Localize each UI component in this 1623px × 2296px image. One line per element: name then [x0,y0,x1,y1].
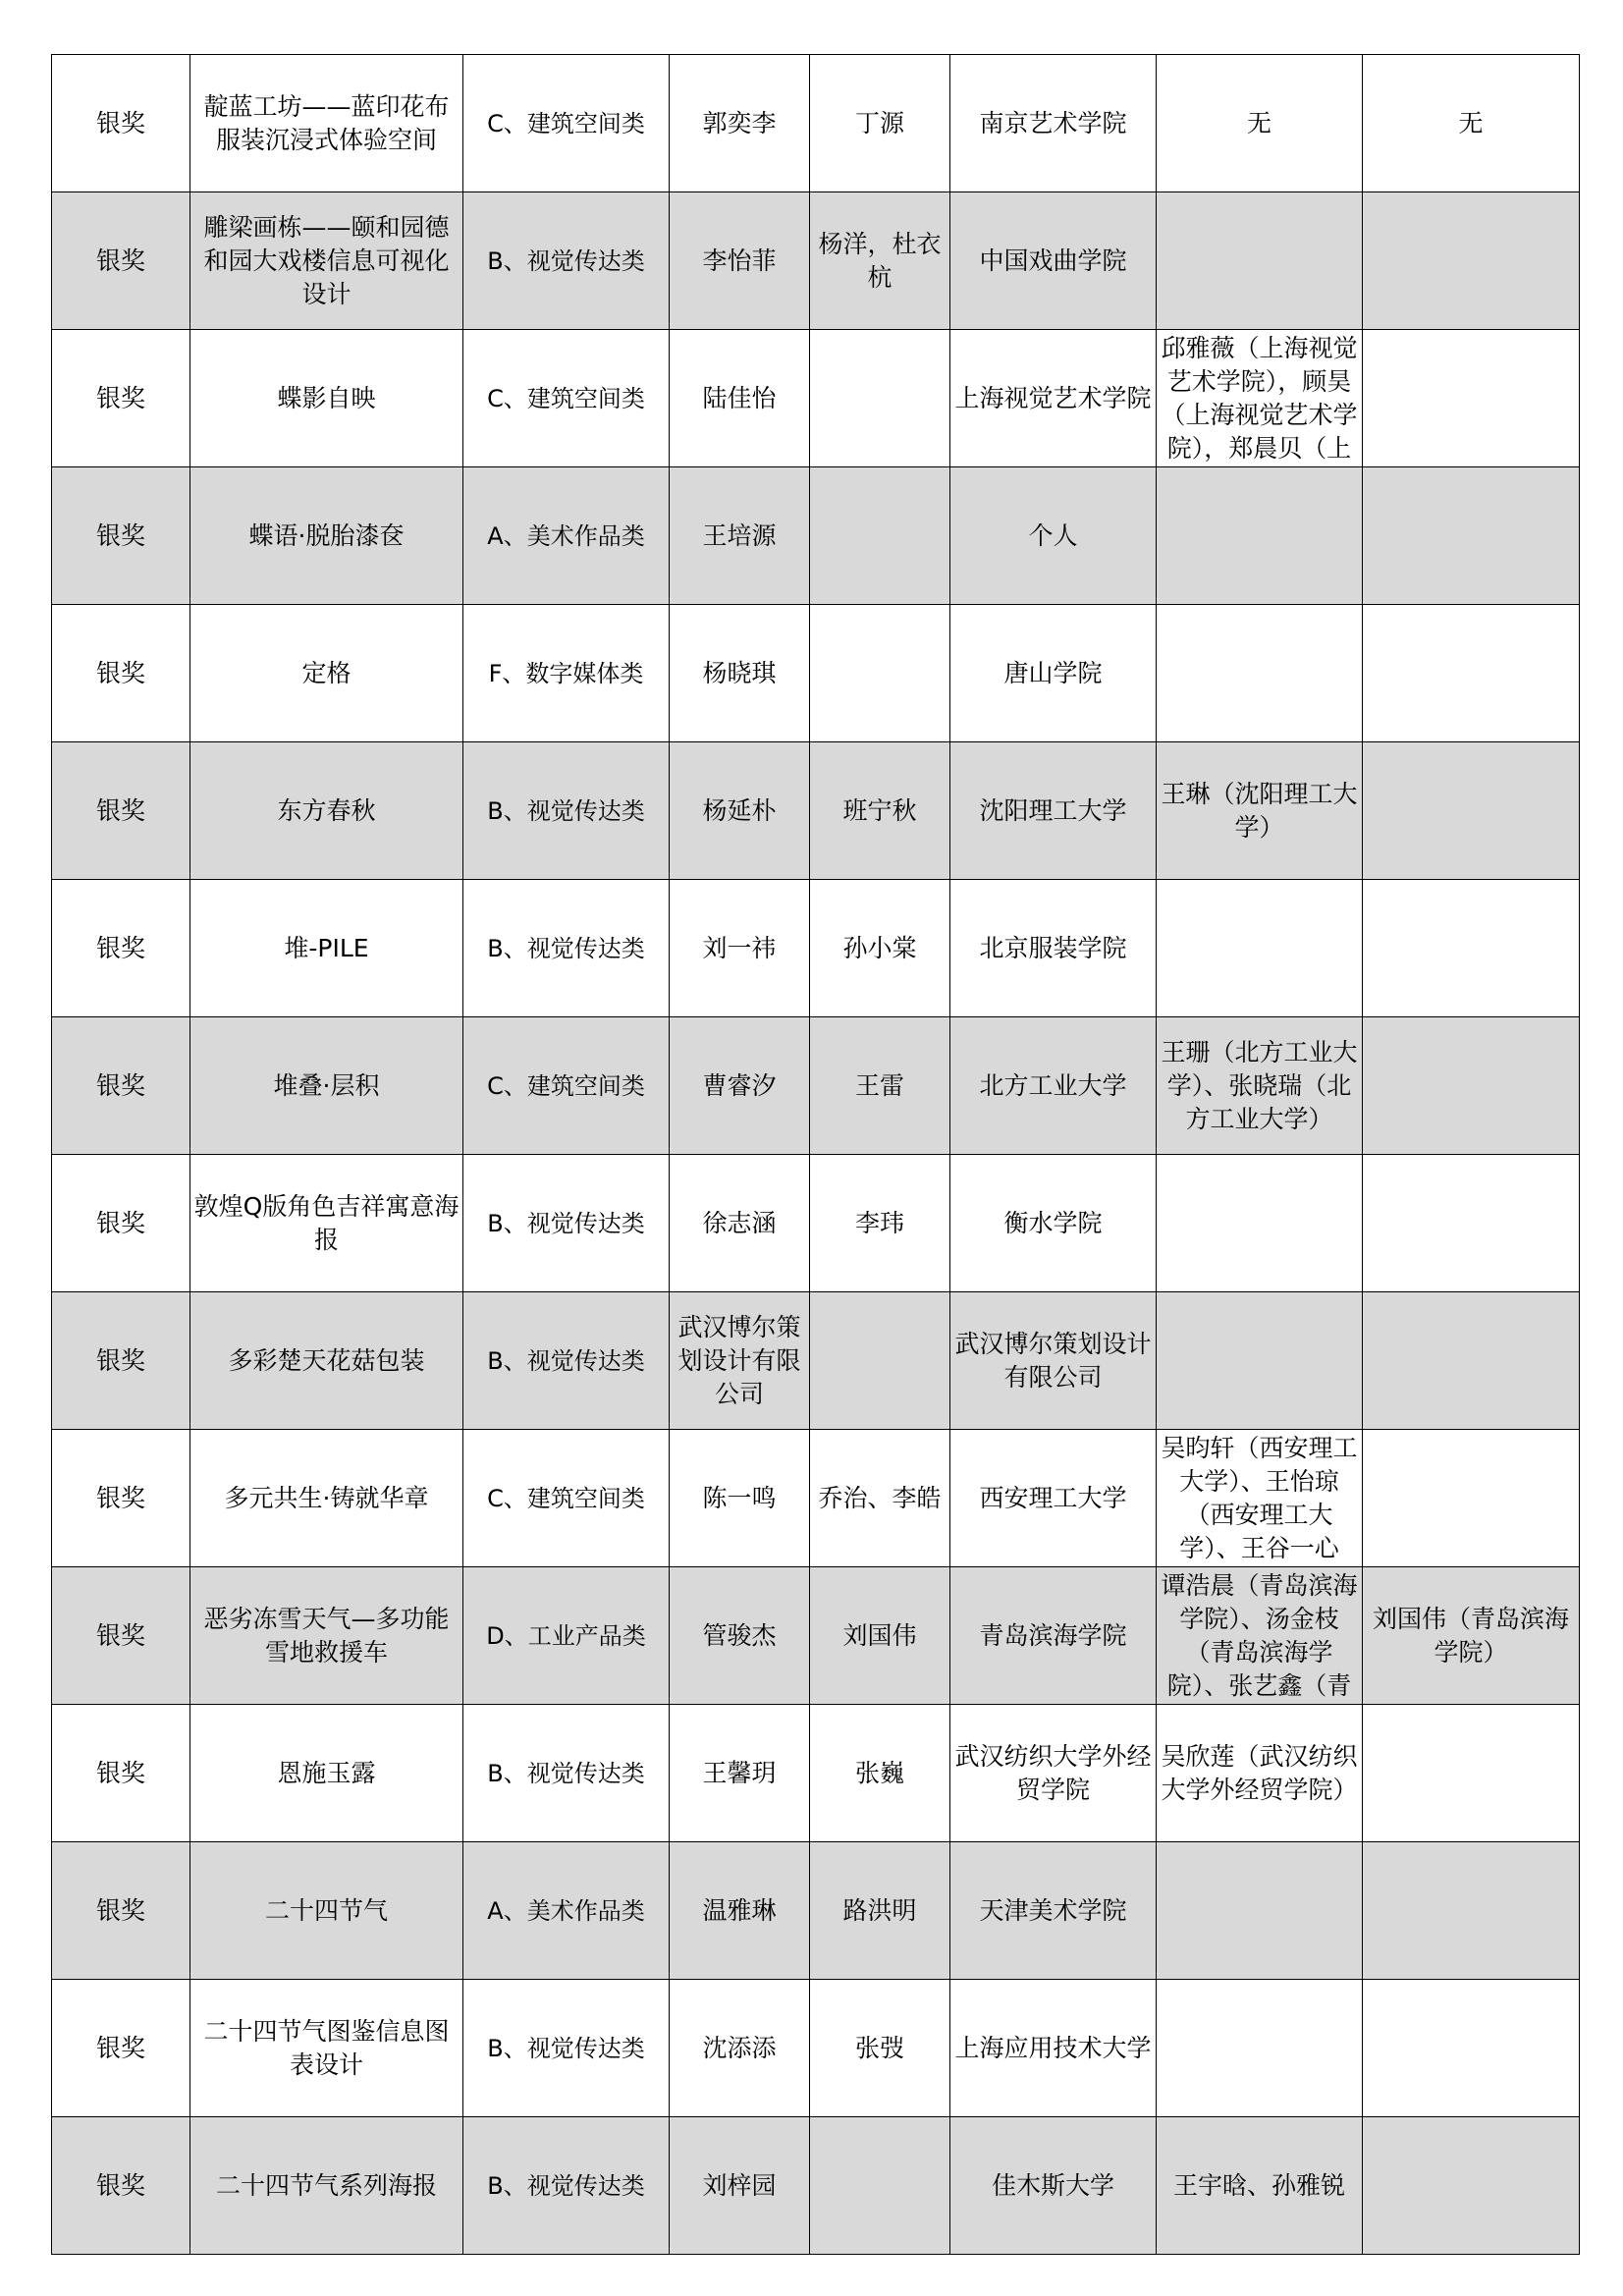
category-cell [463,880,670,1017]
category-cell [463,1430,670,1567]
author-cell [670,467,810,605]
extra-cell [1363,2117,1580,2255]
category-cell [463,605,670,742]
category-cell [463,1567,670,1705]
work-title-cell [190,192,463,330]
table-row [52,192,1580,330]
extra-text: 无 [1458,108,1484,137]
advisor-text: 吴昀轩（西安理工大学）、王怡琼（西安理工大学）、王谷一心 [1161,1433,1358,1562]
extra-cell [1363,192,1580,330]
work-title-cell [190,2117,463,2255]
award-level-text: 银奖 [95,2033,145,2062]
coauthors-text: 杨洋，杜衣杭 [818,229,942,292]
work-title-cell [190,1155,463,1292]
institution-text: 唐山学院 [1003,658,1103,687]
coauthors-text: 孙小棠 [842,933,917,962]
author-text: 武汉博尔策划设计有限公司 [677,1312,801,1408]
advisor-cell [1157,1705,1363,1842]
category-text: B、视觉传达类 [487,246,645,275]
award-level-cell [52,2117,190,2255]
work-title-text: 多彩楚天花菇包装 [228,1345,425,1375]
award-level-text: 银奖 [95,1895,145,1925]
author-text: 曹睿汐 [702,1070,777,1100]
award-level-text: 银奖 [95,1620,145,1650]
category-cell [463,742,670,880]
award-level-cell [52,742,190,880]
institution-cell [950,1705,1157,1842]
work-title-cell [190,1292,463,1430]
award-level-cell [52,1567,190,1705]
extra-cell [1363,605,1580,742]
work-title-text: 东方春秋 [277,795,376,825]
institution-cell [950,1567,1157,1705]
institution-text: 中国戏曲学院 [979,246,1127,275]
coauthors-cell [810,330,950,467]
advisor-text: 邱雅薇（上海视觉艺术学院），顾昊（上海视觉艺术学院），郑晨贝（上 [1161,333,1358,463]
advisor-cell [1157,1842,1363,1980]
award-level-cell [52,605,190,742]
institution-cell [950,192,1157,330]
institution-cell [950,605,1157,742]
award-level-cell [52,1980,190,2117]
category-text: A、美术作品类 [487,521,645,550]
work-title-text: 蝶语·脱胎漆奁 [248,520,405,550]
institution-text: 武汉博尔策划设计有限公司 [954,1329,1152,1392]
coauthors-cell [810,742,950,880]
extra-cell [1363,1842,1580,1980]
extra-cell [1363,1017,1580,1155]
coauthors-text: 班宁秋 [842,795,917,825]
work-title-text: 靛蓝工坊——蓝印花布服装沉浸式体验空间 [203,91,450,154]
table-row [52,1017,1580,1155]
table-row [52,55,1580,192]
category-cell [463,1017,670,1155]
advisor-text: 王琳（沈阳理工大学） [1161,779,1358,842]
coauthors-cell [810,605,950,742]
award-level-cell [52,1017,190,1155]
advisor-text: 王宇晗、孙雅锐 [1172,2170,1345,2200]
advisor-cell [1157,1155,1363,1292]
table-row [52,1430,1580,1567]
advisor-text: 王珊（北方工业大学）、张晓瑞（北方工业大学） [1161,1037,1358,1133]
category-text: B、视觉传达类 [487,1209,645,1237]
coauthors-text: 丁源 [854,108,904,137]
category-text: A、美术作品类 [487,1896,645,1925]
award-level-text: 银奖 [95,383,145,412]
author-cell [670,1842,810,1980]
advisor-cell [1157,1567,1363,1705]
table-row [52,330,1580,467]
work-title-cell [190,55,463,192]
author-cell [670,330,810,467]
advisor-cell [1157,330,1363,467]
award-level-cell [52,55,190,192]
category-text: F、数字媒体类 [488,659,644,687]
category-text: C、建筑空间类 [487,109,645,137]
author-text: 王馨玥 [702,1758,777,1787]
award-table [51,54,1580,2255]
award-level-cell [52,880,190,1017]
work-title-text: 二十四节气系列海报 [215,2170,437,2200]
coauthors-cell [810,55,950,192]
coauthors-text: 张巍 [854,1758,904,1787]
work-title-cell [190,330,463,467]
table-row [52,467,1580,605]
author-text: 陆佳怡 [702,383,777,412]
coauthors-text: 刘国伟 [842,1620,917,1650]
award-level-cell [52,467,190,605]
work-title-cell [190,605,463,742]
author-cell [670,742,810,880]
institution-cell [950,55,1157,192]
author-text: 沈添添 [702,2033,777,2062]
extra-cell [1363,1980,1580,2117]
table-row [52,1567,1580,1705]
author-text: 李怡菲 [702,246,777,275]
advisor-text: 谭浩晨（青岛滨海学院）、汤金枝（青岛滨海学院）、张艺鑫（青 [1161,1570,1358,1700]
coauthors-cell [810,880,950,1017]
advisor-cell [1157,467,1363,605]
coauthors-cell [810,467,950,605]
institution-text: 北方工业大学 [979,1070,1127,1100]
institution-text: 沈阳理工大学 [979,795,1127,825]
extra-cell [1363,1705,1580,1842]
coauthors-text: 路洪明 [842,1895,917,1925]
table-row [52,1980,1580,2117]
award-level-text: 银奖 [95,1758,145,1787]
award-level-text: 银奖 [95,933,145,962]
coauthors-cell [810,1842,950,1980]
author-text: 刘梓园 [702,2170,777,2200]
table-row [52,742,1580,880]
institution-text: 西安理工大学 [979,1483,1127,1512]
institution-text: 北京服装学院 [979,933,1127,962]
category-text: C、建筑空间类 [487,1071,645,1100]
work-title-text: 二十四节气 [264,1895,388,1925]
award-level-cell [52,1842,190,1980]
advisor-cell [1157,1292,1363,1430]
work-title-cell [190,742,463,880]
award-level-text: 银奖 [95,108,145,137]
institution-cell [950,1155,1157,1292]
institution-text: 衡水学院 [1003,1208,1103,1237]
coauthors-text: 王雷 [854,1070,904,1100]
work-title-cell [190,467,463,605]
advisor-cell [1157,1430,1363,1567]
author-text: 杨延朴 [702,795,777,825]
institution-cell [950,1842,1157,1980]
author-cell [670,1017,810,1155]
institution-cell [950,1017,1157,1155]
author-text: 管骏杰 [702,1620,777,1650]
advisor-cell [1157,192,1363,330]
author-cell [670,1980,810,2117]
table-row [52,880,1580,1017]
extra-cell [1363,742,1580,880]
author-cell [670,605,810,742]
coauthors-cell [810,1705,950,1842]
author-text: 徐志涵 [702,1208,777,1237]
award-level-cell [52,1155,190,1292]
award-level-cell [52,192,190,330]
advisor-cell [1157,742,1363,880]
author-text: 郭奕李 [702,108,777,137]
extra-cell [1363,330,1580,467]
work-title-text: 定格 [301,658,352,687]
coauthors-text: 李玮 [854,1208,904,1237]
category-cell [463,1705,670,1842]
award-level-cell [52,1705,190,1842]
category-cell [463,2117,670,2255]
category-cell [463,1842,670,1980]
table-row [52,1155,1580,1292]
author-text: 王培源 [702,520,777,550]
category-text: B、视觉传达类 [487,1759,645,1787]
category-text: C、建筑空间类 [487,384,645,412]
author-cell [670,1155,810,1292]
advisor-text: 无 [1246,108,1271,137]
institution-cell [950,1292,1157,1430]
author-text: 温雅琳 [702,1895,777,1925]
table-row [52,1842,1580,1980]
advisor-cell [1157,2117,1363,2255]
work-title-text: 蝶影自映 [277,383,376,412]
category-text: B、视觉传达类 [487,796,645,825]
category-cell [463,467,670,605]
author-text: 刘一祎 [702,933,777,962]
work-title-text: 恩施玉露 [277,1758,376,1787]
work-title-text: 恶劣冻雪天气—多功能雪地救援车 [203,1604,450,1667]
award-level-text: 银奖 [95,1208,145,1237]
category-cell [463,1155,670,1292]
award-level-text: 银奖 [95,658,145,687]
coauthors-text: 乔治、李皓 [818,1483,942,1512]
extra-cell [1363,880,1580,1017]
coauthors-text: 张弢 [854,2033,904,2062]
extra-text: 刘国伟（青岛滨海学院） [1372,1604,1569,1667]
author-cell [670,2117,810,2255]
category-text: B、视觉传达类 [487,2171,645,2200]
extra-cell [1363,1430,1580,1567]
author-cell [670,1567,810,1705]
category-cell [463,192,670,330]
author-cell [670,880,810,1017]
award-level-text: 银奖 [95,520,145,550]
author-cell [670,192,810,330]
award-level-text: 银奖 [95,1070,145,1100]
work-title-cell [190,1842,463,1980]
extra-cell [1363,1292,1580,1430]
work-title-text: 多元共生·铸就华章 [224,1483,429,1512]
category-cell [463,55,670,192]
award-level-text: 银奖 [95,795,145,825]
award-level-text: 银奖 [95,1483,145,1512]
award-level-cell [52,330,190,467]
institution-cell [950,1980,1157,2117]
table-row [52,605,1580,742]
author-text: 杨晓琪 [702,658,777,687]
award-level-cell [52,1430,190,1567]
work-title-cell [190,1705,463,1842]
author-text: 陈一鸣 [702,1483,777,1512]
category-text: C、建筑空间类 [487,1484,645,1512]
coauthors-cell [810,1017,950,1155]
extra-cell [1363,1155,1580,1292]
coauthors-cell [810,2117,950,2255]
institution-text: 南京艺术学院 [979,108,1127,137]
institution-cell [950,2117,1157,2255]
category-cell [463,1980,670,2117]
extra-cell [1363,467,1580,605]
award-level-text: 银奖 [95,1345,145,1375]
advisor-text: 吴欣莲（武汉纺织大学外经贸学院） [1161,1741,1358,1804]
institution-text: 青岛滨海学院 [979,1620,1127,1650]
institution-cell [950,467,1157,605]
award-level-text: 银奖 [95,246,145,275]
work-title-cell [190,1567,463,1705]
work-title-cell [190,1430,463,1567]
institution-text: 天津美术学院 [979,1895,1127,1925]
work-title-text: 敦煌Q版角色吉祥寓意海报 [193,1191,460,1254]
table-row [52,2117,1580,2255]
category-text: B、视觉传达类 [487,934,645,962]
institution-text: 上海视觉艺术学院 [954,383,1152,412]
institution-cell [950,330,1157,467]
coauthors-cell [810,1430,950,1567]
category-cell [463,1292,670,1430]
table-row [52,1705,1580,1842]
work-title-text: 堆叠·层积 [273,1070,380,1100]
work-title-text: 二十四节气图鉴信息图表设计 [203,2016,450,2079]
coauthors-cell [810,1292,950,1430]
advisor-cell [1157,55,1363,192]
institution-text: 佳木斯大学 [991,2170,1114,2200]
advisor-cell [1157,880,1363,1017]
award-level-cell [52,1292,190,1430]
coauthors-cell [810,1567,950,1705]
advisor-cell [1157,605,1363,742]
coauthors-cell [810,192,950,330]
award-level-text: 银奖 [95,2170,145,2200]
institution-cell [950,880,1157,1017]
category-cell [463,330,670,467]
category-text: D、工业产品类 [486,1621,646,1650]
extra-cell [1363,1567,1580,1705]
author-cell [670,1430,810,1567]
work-title-cell [190,1980,463,2117]
author-cell [670,1705,810,1842]
institution-cell [950,1430,1157,1567]
institution-text: 个人 [1028,520,1078,550]
table-body [52,55,1580,2255]
work-title-text: 堆-PILE [284,933,369,962]
work-title-cell [190,1017,463,1155]
coauthors-cell [810,1155,950,1292]
advisor-cell [1157,1017,1363,1155]
institution-cell [950,742,1157,880]
institution-text: 武汉纺织大学外经贸学院 [954,1741,1152,1804]
author-cell [670,55,810,192]
advisor-cell [1157,1980,1363,2117]
category-text: B、视觉传达类 [487,2034,645,2062]
table-row [52,1292,1580,1430]
institution-text: 上海应用技术大学 [954,2033,1152,2062]
coauthors-cell [810,1980,950,2117]
category-text: B、视觉传达类 [487,1346,645,1375]
work-title-cell [190,880,463,1017]
author-cell [670,1292,810,1430]
extra-cell [1363,55,1580,192]
work-title-text: 雕梁画栋——颐和园德和园大戏楼信息可视化设计 [203,212,450,308]
